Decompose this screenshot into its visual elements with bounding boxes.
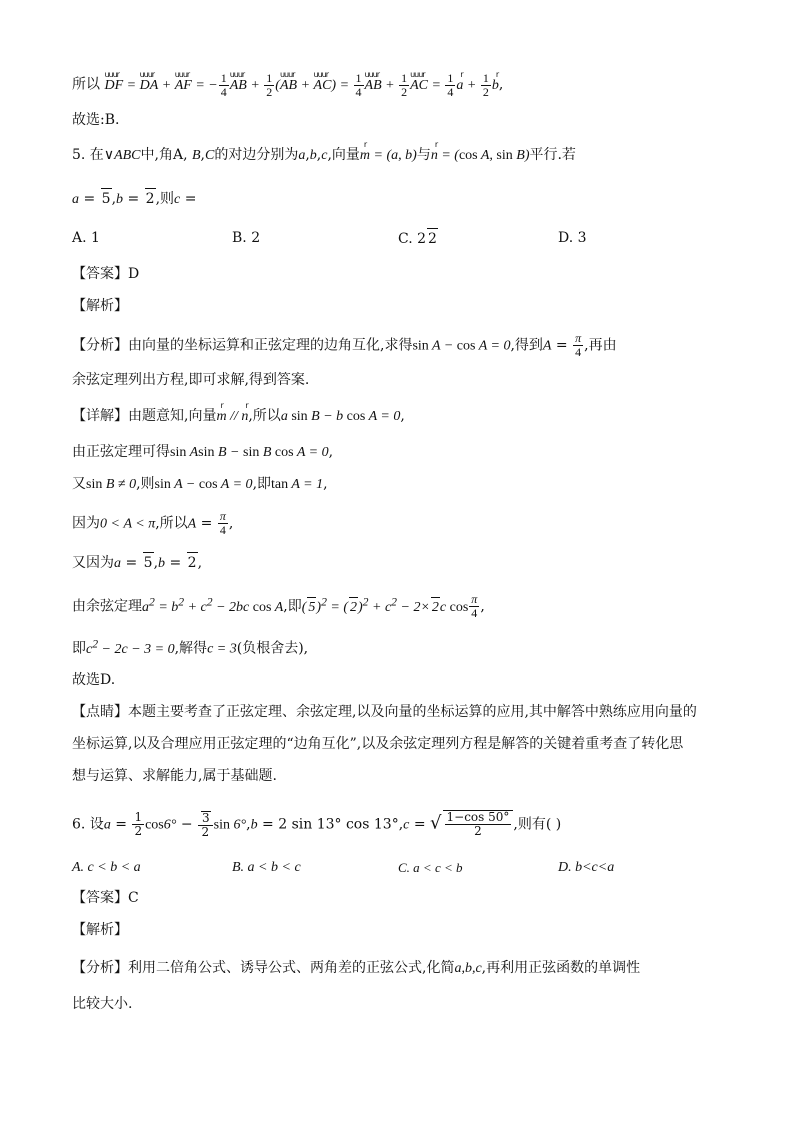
q6-option-d: D. b<c<a: [558, 860, 615, 875]
q5-comment-line1: 【点睛】本题主要考查了正弦定理、余弦定理,以及向量的坐标运算的应用,其中解答中熟练应用向量的: [72, 704, 697, 720]
q6-analysis-line2: 比较大小.: [72, 996, 133, 1012]
q5-detail-line7: 即$c^2 - 2c - 3 = 0$,解得c = 3(负根舍去),: [72, 637, 309, 657]
q5-detail-line6: 由余弦定理$a^2 = b^2 + c^2 - 2bc$ cos A,即( 5)$^2$ = ( $2)^2 + c^2 - 2\times 2c$ cos $\frac{\pi}{4}$ ,: [72, 592, 485, 621]
q5-detail-line4: 因为0 < A < π,所以A = $\frac{\pi}{4}$ ,: [72, 509, 234, 537]
q6-option-a: A. c < b < a: [72, 860, 141, 875]
q5-option-d: D. 3: [558, 230, 587, 246]
q5-comment-line3: 想与运算、求解能力,属于基础题.: [72, 768, 277, 784]
q5-stem-line1: 5. 在∨ABC中,角A, B,C的对边分别为a,b,c,向量r m = (a, b)与r n = (cos A, sin B)平行.若: [72, 145, 576, 166]
q6-answer: 【答案】C: [72, 890, 139, 906]
q5-triangle: ∨ABC: [103, 148, 141, 163]
q5-analysis-line1: 【分析】由向量的坐标运算和正弦定理的边角互化,求得sin A − cos A = 0,得到A = $\frac{\pi}{4}$ ,再由: [72, 331, 617, 359]
q6-analysis-label: 【解析】: [72, 922, 128, 938]
q6-analysis-line1: 【分析】利用二倍角公式、诱导公式、两角差的正弦公式,化简a,b,c,再利用正弦函数的单调性: [72, 960, 641, 976]
prev-suffix: ,: [498, 76, 504, 93]
prev-formula: uuur DF = uuur DA + uuur AF = − $\frac{1}{4}$ uuur AB + $\frac{1}{2}$ (uuur AB + uuur AC) = $\frac{1}{4}$ uuur AB + $\frac{1}{2}$ uuur AC = $\frac{1}{4}$ r a + $\frac{1}{2}$ r b: [104, 78, 498, 93]
q5-stem-a: 5. 在: [72, 147, 104, 163]
q5-option-c: C. 2 2: [398, 228, 438, 249]
q5-vec-m: r m = (a, b): [360, 148, 417, 163]
prev-choose: 故选:B.: [72, 112, 120, 128]
q5-stem-c: 的对边分别为: [214, 147, 299, 163]
q5-detail-line3: 又sin B ≠ 0,则sin A − cos A = 0,即tan A = 1,: [72, 476, 328, 492]
q5-stem-d: ,向量: [327, 147, 360, 163]
prev-vector-result-line: [72, 72, 503, 99]
q5-vec-n: r n = (cos A, sin B): [431, 148, 530, 163]
q5-detail-line1: 【详解】由题意知,向量r m // r n,所以a sin B − b cos A = 0,: [72, 406, 405, 427]
q5-stem-e: 与: [416, 147, 431, 163]
q5-cond-then: ,则: [155, 191, 175, 207]
q5-answer: 【答案】D: [72, 266, 140, 282]
q5-option-a: A. 1: [72, 230, 100, 246]
q6-stem: 6. 设a = $\frac{1}{2}$ cos6° − $\frac{3}{2}$ sin 6°,b = 2 sin 13° cos 13°,c = √ $\frac{1-\cos 50^\circ}{2}$ ,则有( ): [72, 810, 562, 839]
q5-stem-f: 平行.若: [529, 147, 576, 163]
q5-option-b: B. 2: [232, 230, 261, 246]
q5-stem-b: 中,角A,: [140, 147, 188, 163]
q5-analysis-line2: 余弦定理列出方程,即可求解,得到答案.: [72, 372, 310, 388]
q5-detail-line5: 又因为a = 5,b = 2,: [72, 552, 202, 574]
q5-analysis-label: 【解析】: [72, 298, 128, 314]
q5-detail-line8: 故选D.: [72, 672, 116, 688]
q5-comment-line2: 坐标运算,以及合理应用正弦定理的“边角互化”,以及余弦定理列方程是解答的关键着重考查了转化思: [72, 736, 684, 752]
q5-stem-line2: a = 5,b = 2,则c =: [72, 188, 196, 210]
q6-option-b: B. a < b < c: [232, 860, 301, 875]
prev-prefix: 所以: [72, 76, 100, 93]
q5-detail-line2: 由正弦定理可得sin Asin B − sin B cos A = 0,: [72, 444, 334, 460]
q6-option-c: C. a < c < b: [398, 860, 463, 875]
